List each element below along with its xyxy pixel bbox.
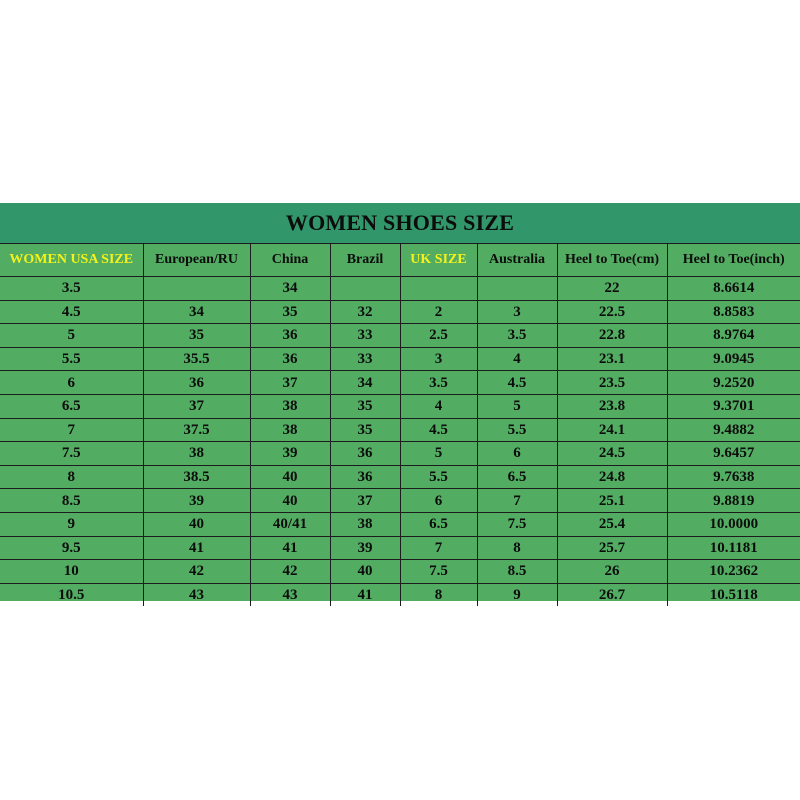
table-cell: 34 bbox=[143, 300, 250, 324]
table-cell: 6.5 bbox=[400, 512, 477, 536]
table-cell: 37 bbox=[330, 489, 400, 513]
table-cell: 10.0000 bbox=[667, 512, 800, 536]
table-cell: 8 bbox=[400, 583, 477, 606]
table-cell: 9 bbox=[477, 583, 557, 606]
table-cell bbox=[143, 277, 250, 301]
table-cell: 39 bbox=[143, 489, 250, 513]
table-cell: 5.5 bbox=[477, 418, 557, 442]
table-cell: 33 bbox=[330, 347, 400, 371]
table-cell: 4 bbox=[477, 347, 557, 371]
table-cell: 3.5 bbox=[477, 324, 557, 348]
table-cell: 32 bbox=[330, 300, 400, 324]
table-row bbox=[0, 418, 800, 442]
table-cell: 5.5 bbox=[400, 465, 477, 489]
table-cell: 9.6457 bbox=[667, 442, 800, 466]
table-row bbox=[0, 277, 800, 301]
table-cell: 36 bbox=[330, 465, 400, 489]
table-cell: 41 bbox=[250, 536, 330, 560]
table-cell: 10.2362 bbox=[667, 560, 800, 584]
table-row bbox=[0, 583, 800, 606]
table-cell: 35 bbox=[330, 418, 400, 442]
table-cell: 6.5 bbox=[477, 465, 557, 489]
table-cell: 43 bbox=[250, 583, 330, 606]
table-cell: 3 bbox=[477, 300, 557, 324]
table-row bbox=[0, 536, 800, 560]
table-cell: 25.1 bbox=[557, 489, 667, 513]
table-row bbox=[0, 324, 800, 348]
table-cell: 42 bbox=[250, 560, 330, 584]
table-cell: 39 bbox=[250, 442, 330, 466]
table-cell: 26.7 bbox=[557, 583, 667, 606]
table-cell: 38 bbox=[330, 512, 400, 536]
table-cell: 34 bbox=[250, 277, 330, 301]
table-cell: 39 bbox=[330, 536, 400, 560]
table-cell: 4.5 bbox=[0, 300, 143, 324]
table-cell: 40 bbox=[330, 560, 400, 584]
table-cell: 35 bbox=[330, 394, 400, 418]
table-cell: 2.5 bbox=[400, 324, 477, 348]
table-cell: 9.0945 bbox=[667, 347, 800, 371]
table-cell: 22.5 bbox=[557, 300, 667, 324]
table-cell: 22.8 bbox=[557, 324, 667, 348]
table-cell: 41 bbox=[143, 536, 250, 560]
table-cell: 38 bbox=[250, 394, 330, 418]
table-row bbox=[0, 300, 800, 324]
table-cell: 4 bbox=[400, 394, 477, 418]
table-cell: 9.4882 bbox=[667, 418, 800, 442]
table-cell: 3.5 bbox=[0, 277, 143, 301]
table-cell: 26 bbox=[557, 560, 667, 584]
table-cell: 8.9764 bbox=[667, 324, 800, 348]
table-cell: 40/41 bbox=[250, 512, 330, 536]
table-cell: 36 bbox=[330, 442, 400, 466]
table-cell: 6.5 bbox=[0, 394, 143, 418]
table-cell: 37 bbox=[250, 371, 330, 395]
header-brazil: Brazil bbox=[330, 244, 400, 277]
table-cell: 7.5 bbox=[477, 512, 557, 536]
table-cell: 34 bbox=[330, 371, 400, 395]
header-heel-toe-inch: Heel to Toe(inch) bbox=[667, 244, 800, 277]
table-cell: 7.5 bbox=[0, 442, 143, 466]
table-cell: 10.5118 bbox=[667, 583, 800, 606]
table-cell: 10.1181 bbox=[667, 536, 800, 560]
table-cell: 6 bbox=[0, 371, 143, 395]
table-cell: 40 bbox=[250, 465, 330, 489]
table-cell: 40 bbox=[143, 512, 250, 536]
table-cell: 23.1 bbox=[557, 347, 667, 371]
table-row bbox=[0, 394, 800, 418]
table-cell: 4.5 bbox=[477, 371, 557, 395]
table-cell: 25.4 bbox=[557, 512, 667, 536]
table-row bbox=[0, 489, 800, 513]
table-cell: 8.5 bbox=[477, 560, 557, 584]
table-cell bbox=[400, 277, 477, 301]
table-cell: 3.5 bbox=[400, 371, 477, 395]
header-australia: Australia bbox=[477, 244, 557, 277]
table-cell: 37.5 bbox=[143, 418, 250, 442]
table-cell: 9 bbox=[0, 512, 143, 536]
table-cell: 36 bbox=[250, 347, 330, 371]
table-cell: 38 bbox=[250, 418, 330, 442]
table-cell: 5 bbox=[477, 394, 557, 418]
table-cell: 37 bbox=[143, 394, 250, 418]
table-row bbox=[0, 371, 800, 395]
table-cell: 6 bbox=[400, 489, 477, 513]
header-usa-size: WOMEN USA SIZE bbox=[0, 244, 143, 277]
table-cell: 35 bbox=[143, 324, 250, 348]
header-china: China bbox=[250, 244, 330, 277]
table-cell: 5 bbox=[0, 324, 143, 348]
table-cell: 10.5 bbox=[58, 587, 85, 604]
header-row bbox=[0, 244, 800, 277]
table-cell: 3 bbox=[400, 347, 477, 371]
table-cell: 40 bbox=[250, 489, 330, 513]
table-cell: 36 bbox=[250, 324, 330, 348]
size-table bbox=[0, 243, 800, 606]
table-cell: 38 bbox=[143, 442, 250, 466]
table-cell: 25.7 bbox=[557, 536, 667, 560]
table-cell: 2 bbox=[400, 300, 477, 324]
table-row bbox=[0, 347, 800, 371]
table-cell: 35.5 bbox=[143, 347, 250, 371]
table-cell: 43 bbox=[143, 583, 250, 606]
table-cell: 8.5 bbox=[0, 489, 143, 513]
chart-title: WOMEN SHOES SIZE bbox=[0, 203, 800, 243]
table-cell: 10 bbox=[0, 560, 143, 584]
table-row bbox=[0, 442, 800, 466]
table-cell: 7.5 bbox=[400, 560, 477, 584]
table-cell: 9.7638 bbox=[667, 465, 800, 489]
table-cell: 9.5 bbox=[0, 536, 143, 560]
table-cell: 33 bbox=[330, 324, 400, 348]
table-cell: 35 bbox=[250, 300, 330, 324]
header-european: European/RU bbox=[143, 244, 250, 277]
table-cell: 22 bbox=[557, 277, 667, 301]
table-cell: 6 bbox=[477, 442, 557, 466]
table-cell: 7 bbox=[400, 536, 477, 560]
table-cell: 9.8819 bbox=[667, 489, 800, 513]
table-cell: 9.2520 bbox=[667, 371, 800, 395]
header-heel-toe-cm: Heel to Toe(cm) bbox=[557, 244, 667, 277]
table-cell: 5.5 bbox=[0, 347, 143, 371]
table-row bbox=[0, 465, 800, 489]
table-cell bbox=[477, 277, 557, 301]
table-row bbox=[0, 560, 800, 584]
table-cell: 41 bbox=[330, 583, 400, 606]
table-cell: 24.8 bbox=[557, 465, 667, 489]
table-cell: 4.5 bbox=[400, 418, 477, 442]
table-cell: 36 bbox=[143, 371, 250, 395]
table-cell: 9.3701 bbox=[667, 394, 800, 418]
table-cell: 8 bbox=[0, 465, 143, 489]
table-cell: 42 bbox=[143, 560, 250, 584]
table-cell: 24.5 bbox=[557, 442, 667, 466]
table-cell: 24.1 bbox=[557, 418, 667, 442]
table-cell: 8.6614 bbox=[667, 277, 800, 301]
table-cell: 8 bbox=[477, 536, 557, 560]
table-cell: 8.8583 bbox=[667, 300, 800, 324]
table-cell: 38.5 bbox=[143, 465, 250, 489]
table-cell bbox=[330, 277, 400, 301]
header-uk-size: UK SIZE bbox=[400, 244, 477, 277]
table-row bbox=[0, 512, 800, 536]
size-chart bbox=[0, 203, 800, 604]
table-body bbox=[0, 277, 800, 607]
table-cell: 23.5 bbox=[557, 371, 667, 395]
table-cell: 7 bbox=[477, 489, 557, 513]
table-cell: 5 bbox=[400, 442, 477, 466]
table-cell: 7 bbox=[0, 418, 143, 442]
table-cell: 23.8 bbox=[557, 394, 667, 418]
